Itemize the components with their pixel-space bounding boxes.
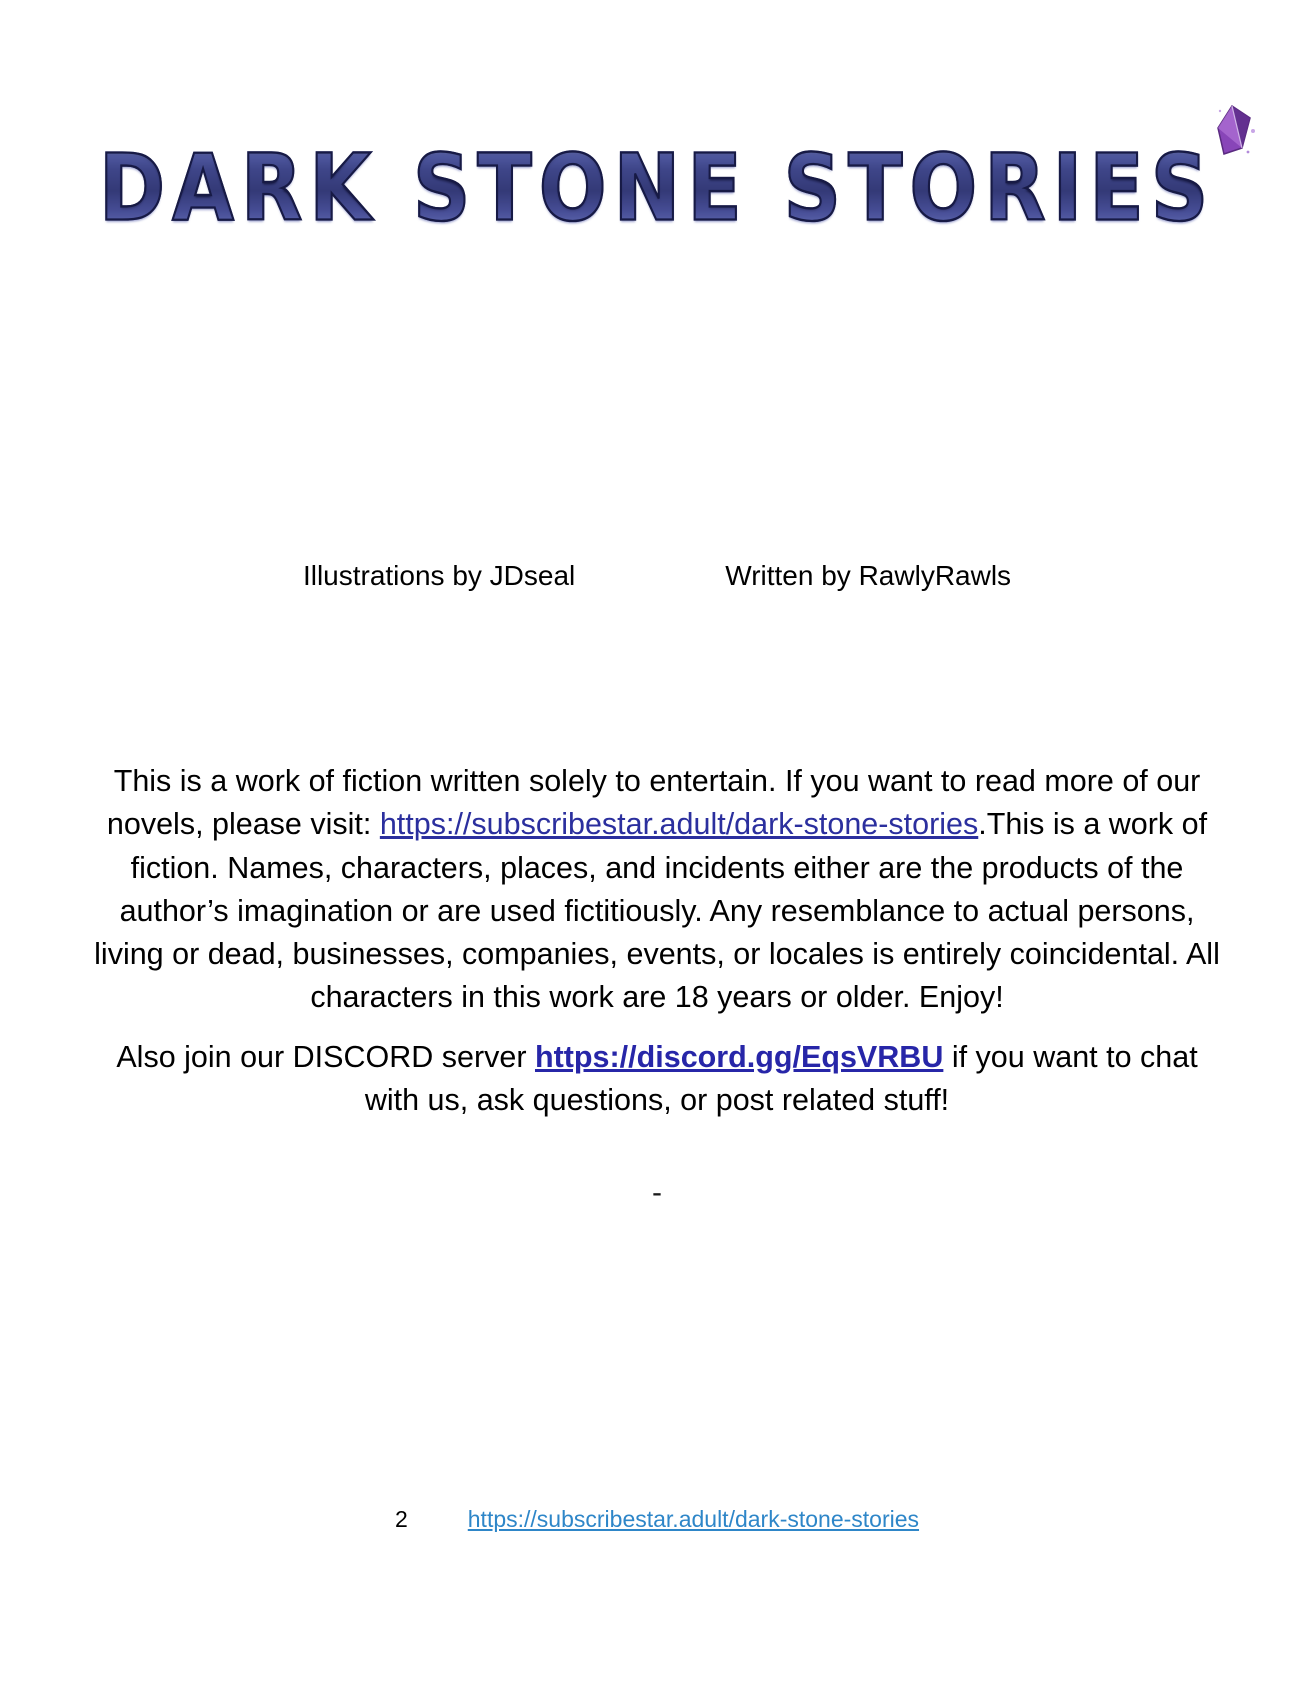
disclaimer-text-2: .This is a work of fiction. Names, characters, places, and incidents either are the products of the author’s imagination or are used fictitiously. Any resemblance to actual persons, living or dead, businesses, companies, events, or locales is entirely coincidental. All characters in this work are 18 years or older. Enjoy! <box>94 807 1220 1015</box>
discord-text-1: Also join our DISCORD server <box>116 1039 535 1074</box>
disclaimer-paragraph <box>88 760 1226 1020</box>
page-footer <box>0 1506 1314 1533</box>
credits-row <box>160 560 1154 592</box>
discord-text-2: if you want to chat with us, ask questions, or post related stuff! <box>364 1039 1198 1118</box>
discord-paragraph <box>88 1036 1226 1123</box>
page-number: 2 <box>394 1506 408 1532</box>
footer-subscribestar-link[interactable]: https://subscribestar.adult/dark-stone-stories <box>467 1506 920 1532</box>
disclaimer-text-1: This is a work of fiction written solely to entertain. If you want to read more of our novels, please visit: <box>106 764 1201 842</box>
discord-link[interactable]: https://discord.gg/EqsVRBU <box>534 1039 944 1074</box>
credit-writer: Written by RawlyRawls <box>725 560 1012 591</box>
subscribestar-link[interactable]: https://subscribestar.adult/dark-stone-stories <box>379 807 979 842</box>
credit-illustrations: Illustrations by JDseal <box>302 560 576 591</box>
body-text <box>88 760 1226 1215</box>
separator-dash: - <box>652 1176 662 1210</box>
logo-container <box>0 135 1314 243</box>
logo-title: DARK STONE STORIES <box>93 143 1222 235</box>
